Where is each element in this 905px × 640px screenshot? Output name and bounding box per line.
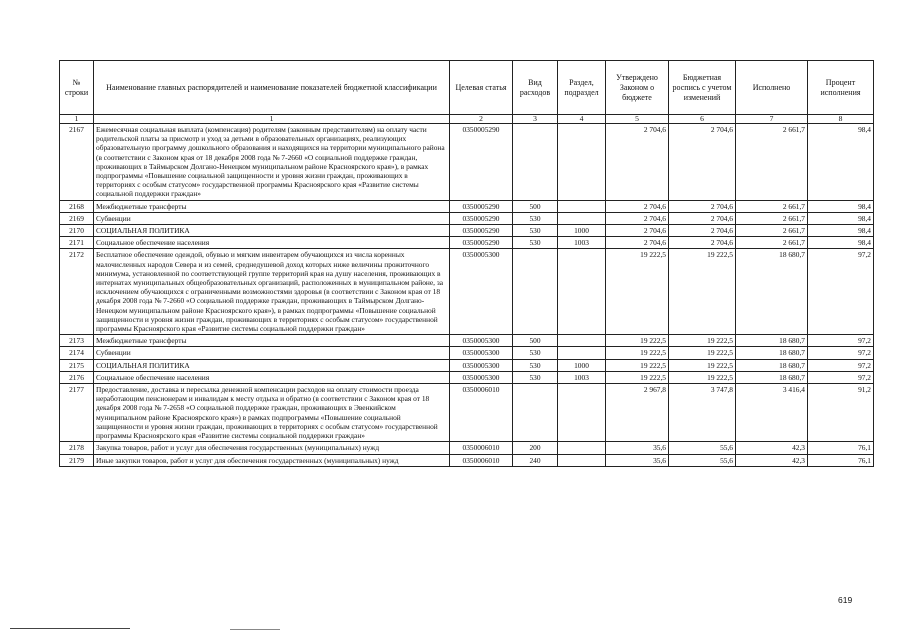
row-name: Предоставление, доставка и пересылка денежной компенсации расходов на оплату стоимости проезда неработающим пенсионерам и инвалидам к месту отдыха и обратно (в соответствии с Законом края от 18 декабря 2008 года № 7-2658 «О социальной поддержке граждан, проживающих в Эвенкийском муниципальном районе Красноярского края») в рамках подпрограммы «Повышение социальной защищенности и уровня жизни граждан, проживающих в территориях с особым статусом» государственной программы Красноярского края «Развитие системы социальной поддержки граждан» [94, 384, 450, 442]
row-executed: 2 661,7 [736, 225, 808, 237]
table-row [60, 442, 874, 454]
row-budget-list: 55,6 [669, 454, 736, 466]
header-section: Раздел, подраздел [558, 61, 606, 115]
row-name: Межбюджетные трансферты [94, 335, 450, 347]
table-row [60, 249, 874, 335]
row-expense-type: 530 [513, 212, 558, 224]
row-number: 2174 [60, 347, 94, 359]
table-row [60, 347, 874, 359]
row-approved: 35,6 [606, 442, 669, 454]
row-expense-type: 200 [513, 442, 558, 454]
row-number: 2177 [60, 384, 94, 442]
row-section [558, 454, 606, 466]
row-name: СОЦИАЛЬНАЯ ПОЛИТИКА [94, 359, 450, 371]
row-target-article: 0350005290 [450, 212, 513, 224]
row-executed: 2 661,7 [736, 237, 808, 249]
row-name: Субвенции [94, 347, 450, 359]
col-number: 5 [606, 115, 669, 124]
row-number: 2169 [60, 212, 94, 224]
row-executed: 42,3 [736, 454, 808, 466]
row-percent: 98,4 [808, 200, 874, 212]
header-target-article: Целевая статья [450, 61, 513, 115]
table-row [60, 335, 874, 347]
table-body [60, 124, 874, 467]
table-row [60, 371, 874, 383]
row-percent: 76,1 [808, 442, 874, 454]
row-budget-list: 2 704,6 [669, 200, 736, 212]
row-executed: 18 680,7 [736, 371, 808, 383]
row-executed: 2 661,7 [736, 212, 808, 224]
row-target-article: 0350005290 [450, 200, 513, 212]
row-expense-type: 530 [513, 225, 558, 237]
column-number-row [60, 115, 874, 124]
row-expense-type: 530 [513, 347, 558, 359]
row-executed: 2 661,7 [736, 200, 808, 212]
col-number: 3 [513, 115, 558, 124]
row-number: 2172 [60, 249, 94, 335]
row-budget-list: 2 704,6 [669, 225, 736, 237]
row-approved: 19 222,5 [606, 359, 669, 371]
col-number: 7 [736, 115, 808, 124]
row-name: Ежемесячная социальная выплата (компенсация) родителям (законным представителям) на оплату части родительской платы за присмотр и уход за детьми в образовательных организациях, реализующих образовательную программу дошкольного образования и находящихся на территории муниципального района (в соответствии с Законом края от 18 декабря 2008 года № 7-2660 «О социальной поддержке граждан, проживающих в Таймырском Долгано-Ненецком муниципальном районе Красноярского края»), в рамках подпрограммы «Повышение социальной защищенности и уровня жизни граждан, проживающих в территориях с особым статусом» государственной программы Красноярского края «Развитие системы социальной поддержки граждан» [94, 124, 450, 201]
table-row [60, 124, 874, 201]
table-row [60, 237, 874, 249]
row-target-article: 0350005300 [450, 335, 513, 347]
row-budget-list: 19 222,5 [669, 371, 736, 383]
row-budget-list: 55,6 [669, 442, 736, 454]
row-expense-type [513, 124, 558, 201]
row-approved: 2 967,8 [606, 384, 669, 442]
row-expense-type: 530 [513, 237, 558, 249]
row-name: СОЦИАЛЬНАЯ ПОЛИТИКА [94, 225, 450, 237]
row-approved: 19 222,5 [606, 249, 669, 335]
row-target-article: 0350005290 [450, 124, 513, 201]
header-budget-list: Бюджетная роспись с учетом изменений [669, 61, 736, 115]
row-expense-type [513, 384, 558, 442]
col-number: 1 [60, 115, 94, 124]
row-percent: 98,4 [808, 124, 874, 201]
row-approved: 19 222,5 [606, 335, 669, 347]
row-budget-list: 2 704,6 [669, 124, 736, 201]
row-budget-list: 19 222,5 [669, 359, 736, 371]
header-approved: Утверждено Законом о бюджете [606, 61, 669, 115]
row-number: 2175 [60, 359, 94, 371]
table-row [60, 200, 874, 212]
row-name: Иные закупки товаров, работ и услуг для обеспечения государственных (муниципальных) нужд [94, 454, 450, 466]
row-percent: 97,2 [808, 359, 874, 371]
row-name: Социальное обеспечение населения [94, 237, 450, 249]
row-section: 1000 [558, 359, 606, 371]
row-section [558, 124, 606, 201]
row-number: 2167 [60, 124, 94, 201]
table-row [60, 359, 874, 371]
row-approved: 19 222,5 [606, 371, 669, 383]
row-name: Бесплатное обеспечение одеждой, обувью и мягким инвентарем обучающихся из числа коренных малочисленных народов Севера и из семей, среднедушевой доход которых ниже величины прожиточного минимума, установленной по соответствующей группе территорий края на душу населения, проживающих в интернатах муниципальных общеобразовательных организаций, расположенных в муниципальном районе, за исключением обучающихся с ограниченными возможностями здоровья (в соответствии с Законом края от 18 декабря 2008 года № 7-2660 «О социальной поддержке граждан, проживающих в Таймырском Долгано-Ненецком муниципальном районе Красноярского края»), в рамках подпрограммы «Повышение социальной защищенности и уровня жизни граждан, проживающих в территориях с особым статусом» государственной программы Красноярского края «Развитие системы социальной поддержки граждан» [94, 249, 450, 335]
col-number: 4 [558, 115, 606, 124]
row-target-article: 0350006010 [450, 454, 513, 466]
col-number: 8 [808, 115, 874, 124]
row-approved: 2 704,6 [606, 200, 669, 212]
table-row [60, 225, 874, 237]
row-percent: 98,4 [808, 225, 874, 237]
row-section [558, 249, 606, 335]
row-target-article: 0350005290 [450, 225, 513, 237]
row-expense-type: 500 [513, 200, 558, 212]
header-executed: Исполнено [736, 61, 808, 115]
row-budget-list: 19 222,5 [669, 335, 736, 347]
row-approved: 2 704,6 [606, 212, 669, 224]
row-percent: 98,4 [808, 237, 874, 249]
row-target-article: 0350005300 [450, 347, 513, 359]
row-section: 1003 [558, 371, 606, 383]
row-section [558, 442, 606, 454]
col-number: 6 [669, 115, 736, 124]
page-number: 619 [838, 595, 853, 605]
row-number: 2170 [60, 225, 94, 237]
table-row [60, 384, 874, 442]
row-target-article: 0350005290 [450, 237, 513, 249]
row-name: Субвенции [94, 212, 450, 224]
row-percent: 97,2 [808, 249, 874, 335]
scan-artifact-line [230, 629, 280, 630]
row-section [558, 200, 606, 212]
row-section [558, 212, 606, 224]
row-section: 1003 [558, 237, 606, 249]
row-percent: 97,2 [808, 371, 874, 383]
row-budget-list: 19 222,5 [669, 347, 736, 359]
row-budget-list: 3 747,8 [669, 384, 736, 442]
row-approved: 2 704,6 [606, 237, 669, 249]
col-number: 1 [94, 115, 450, 124]
row-expense-type [513, 249, 558, 335]
budget-execution-table-sheet [59, 60, 873, 467]
row-approved: 2 704,6 [606, 124, 669, 201]
row-number: 2179 [60, 454, 94, 466]
row-number: 2171 [60, 237, 94, 249]
row-target-article: 0350005300 [450, 371, 513, 383]
row-number: 2176 [60, 371, 94, 383]
row-number: 2173 [60, 335, 94, 347]
row-percent: 97,2 [808, 347, 874, 359]
row-target-article: 0350006010 [450, 384, 513, 442]
header-name: Наименование главных распорядителей и наименование показателей бюджетной классификации [94, 61, 450, 115]
row-executed: 18 680,7 [736, 335, 808, 347]
budget-execution-table [59, 60, 874, 467]
row-expense-type: 500 [513, 335, 558, 347]
row-executed: 18 680,7 [736, 359, 808, 371]
row-percent: 97,2 [808, 335, 874, 347]
row-executed: 42,3 [736, 442, 808, 454]
row-section [558, 384, 606, 442]
row-executed: 18 680,7 [736, 347, 808, 359]
header-percent: Процент исполнения [808, 61, 874, 115]
row-approved: 35,6 [606, 454, 669, 466]
row-budget-list: 2 704,6 [669, 237, 736, 249]
row-section [558, 335, 606, 347]
row-number: 2168 [60, 200, 94, 212]
row-number: 2178 [60, 442, 94, 454]
row-expense-type: 240 [513, 454, 558, 466]
row-expense-type: 530 [513, 359, 558, 371]
row-executed: 2 661,7 [736, 124, 808, 201]
row-percent: 76,1 [808, 454, 874, 466]
table-row [60, 454, 874, 466]
row-executed: 18 680,7 [736, 249, 808, 335]
col-number: 2 [450, 115, 513, 124]
row-approved: 19 222,5 [606, 347, 669, 359]
row-budget-list: 2 704,6 [669, 212, 736, 224]
row-percent: 91,2 [808, 384, 874, 442]
row-target-article: 0350006010 [450, 442, 513, 454]
table-row [60, 212, 874, 224]
row-percent: 98,4 [808, 212, 874, 224]
row-name: Межбюджетные трансферты [94, 200, 450, 212]
row-target-article: 0350005300 [450, 249, 513, 335]
scan-artifact-line [10, 628, 130, 629]
row-target-article: 0350005300 [450, 359, 513, 371]
row-section: 1000 [558, 225, 606, 237]
row-name: Закупка товаров, работ и услуг для обеспечения государственных (муниципальных) нужд [94, 442, 450, 454]
row-section [558, 347, 606, 359]
row-budget-list: 19 222,5 [669, 249, 736, 335]
row-executed: 3 416,4 [736, 384, 808, 442]
row-name: Социальное обеспечение населения [94, 371, 450, 383]
row-expense-type: 530 [513, 371, 558, 383]
header-row-no: № строки [60, 61, 94, 115]
header-row [60, 61, 874, 115]
row-approved: 2 704,6 [606, 225, 669, 237]
header-expense-type: Вид расходов [513, 61, 558, 115]
